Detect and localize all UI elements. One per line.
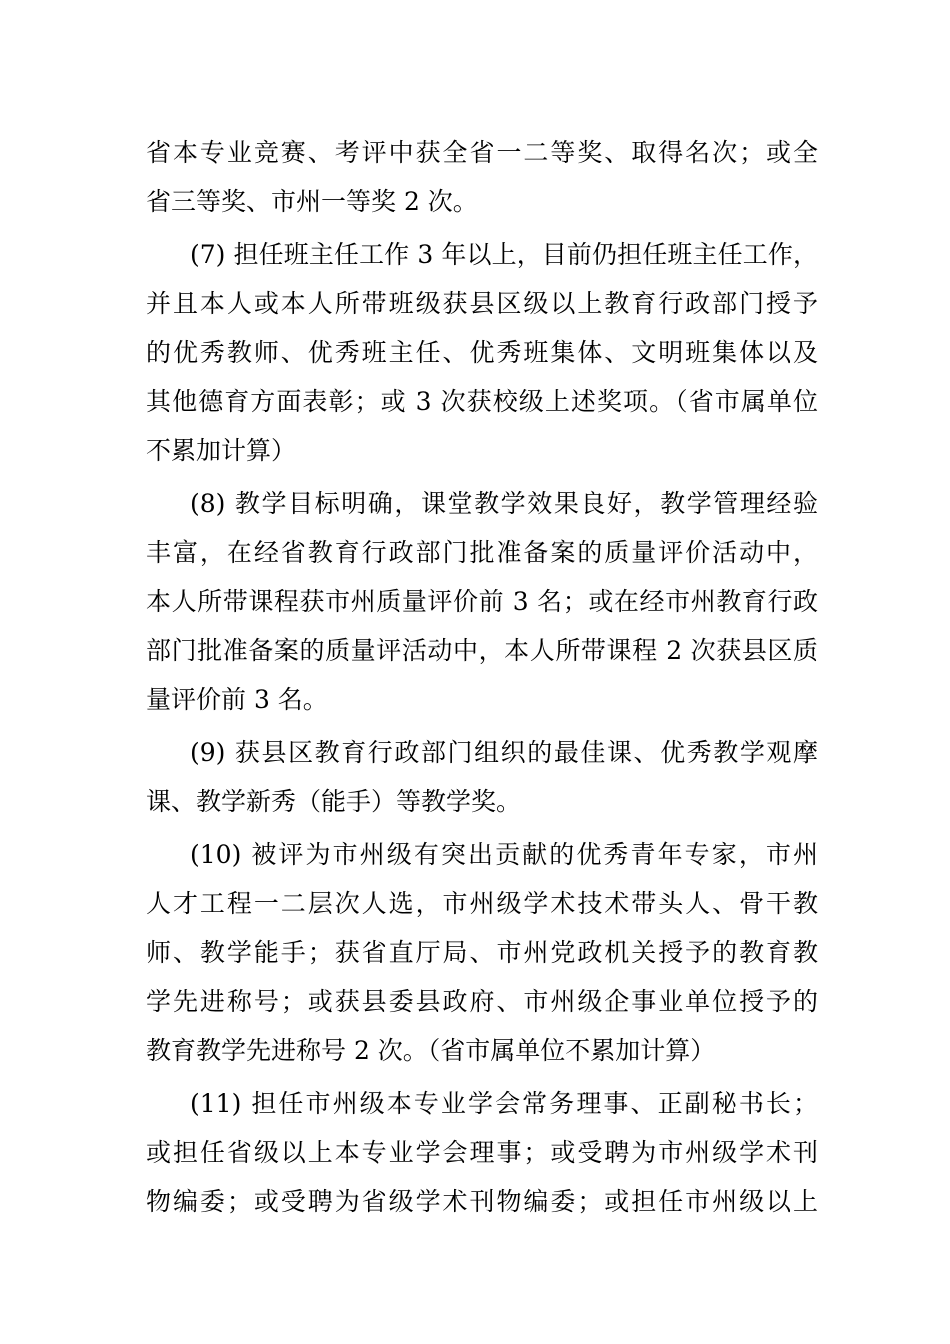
document-body: [146, 128, 818, 1226]
text-line: 省本专业竞赛、考评中获全省一二等奖、取得名次；或全: [146, 138, 818, 167]
text-line: 课、教学新秀（能手）等教学奖。: [146, 787, 522, 816]
text-line: 物编委；或受聘为省级学术刊物编委；或担任市州级以上: [146, 1187, 818, 1216]
text-line: (11) 担任市州级本专业学会常务理事、正副秘书长；: [190, 1089, 818, 1118]
paragraph-item-10: [146, 830, 818, 1075]
text-line: (9) 获县区教育行政部门组织的最佳课、优秀教学观摩: [190, 738, 818, 767]
text-line: 教育教学先进称号 2 次。（省市属单位不累加计算）: [146, 1036, 716, 1065]
text-line: 本人所带课程获市州质量评价前 3 名；或在经市州教育行政: [146, 587, 818, 616]
paragraph-award-continuation: [146, 128, 818, 226]
text-line: 并且本人或本人所带班级获县区级以上教育行政部门授予: [146, 289, 818, 318]
text-line: 人才工程一二层次人选，市州级学术技术带头人、骨干教: [146, 889, 818, 918]
text-line: (7) 担任班主任工作 3 年以上，目前仍担任班主任工作，: [190, 240, 818, 269]
text-line: 不累加计算）: [146, 436, 297, 465]
paragraph-item-8: [146, 479, 818, 724]
text-line: 或担任省级以上本专业学会理事；或受聘为市州级学术刊: [146, 1138, 818, 1167]
text-line: 部门批准备案的质量评活动中，本人所带课程 2 次获县区质: [146, 636, 818, 665]
text-line: 师、教学能手；获省直厅局、市州党政机关授予的教育教: [146, 938, 818, 967]
paragraph-item-7: [146, 230, 818, 475]
paragraph-item-11: [146, 1079, 818, 1226]
text-line: (10) 被评为市州级有突出贡献的优秀青年专家，市州: [190, 840, 818, 869]
text-line: 量评价前 3 名。: [146, 685, 328, 714]
text-line: (8) 教学目标明确，课堂教学效果良好，教学管理经验: [190, 489, 818, 518]
text-line: 其他德育方面表彰；或 3 次获校级上述奖项。（省市属单位: [146, 387, 818, 416]
paragraph-item-9: [146, 728, 818, 826]
text-line: 省三等奖、市州一等奖 2 次。: [146, 187, 478, 216]
text-line: 的优秀教师、优秀班主任、优秀班集体、文明班集体以及: [146, 338, 818, 367]
text-line: 学先进称号；或获县委县政府、市州级企事业单位授予的: [146, 987, 818, 1016]
text-line: 丰富，在经省教育行政部门批准备案的质量评价活动中，: [146, 538, 818, 567]
